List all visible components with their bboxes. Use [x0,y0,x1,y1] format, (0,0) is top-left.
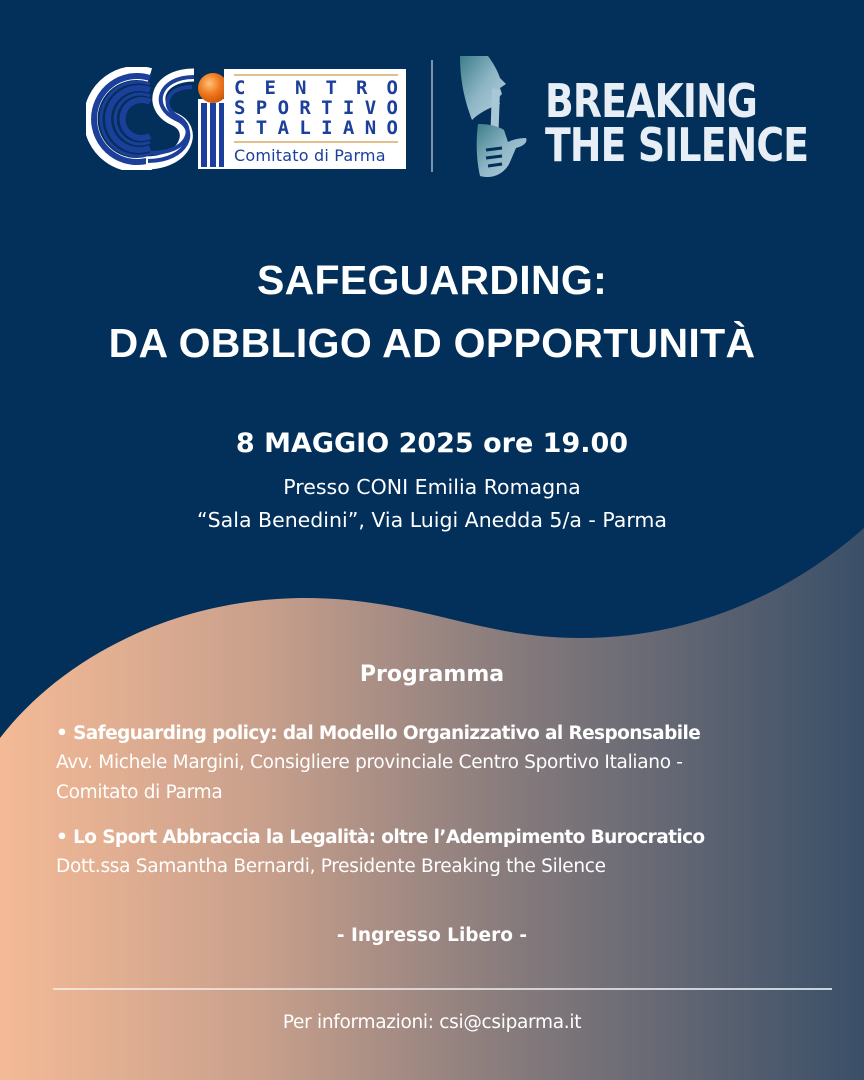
programma-item-speaker: Avv. Michele Margini, Consigliere provinciale Centro Sportivo Italiano - [56,752,683,773]
programma-item [56,720,846,808]
event-date-time: 8 MAGGIO 2025 ore 19.00 [235,428,629,459]
programma-item [56,824,846,882]
event-venue-line2: “Sala Benedini”, Via Luigi Anedda 5/a - Parma [197,508,667,532]
programma-item-speaker: Dott.ssa Samantha Bernardi, Presidente Breaking the Silence [56,856,606,877]
csi-line-sportivo: S P O R T I V O [234,97,398,119]
contact-info: Per informazioni: csi@csiparma.it [282,1012,582,1033]
csi-line-centro: C E N T R O [234,77,398,99]
breaking-the-silence-wordmark [545,74,809,172]
bts-line1: BREAKING [545,74,757,128]
footer-divider [53,988,832,990]
csi-line-italiano: I T A L I A N O [234,117,398,139]
programma-heading: Programma [359,662,505,687]
bts-line2: THE SILENCE [545,118,809,172]
hush-finger-on-lips-icon [458,54,534,182]
title-line2: DA OBBLIGO AD OPPORTUNITÀ [108,320,756,366]
programma-item-speaker-cont: Comitato di Parma [56,782,223,803]
csi-logo [86,67,406,170]
csi-emblem-icon [86,67,232,170]
title-line1: SAFEGUARDING: [256,257,608,303]
programma-item-title: • Safeguarding policy: dal Modello Organizzativo al Responsabile [56,723,701,744]
logo-divider [431,60,433,172]
csi-name-plate [224,69,406,169]
programma-item-title: • Lo Sport Abbraccia la Legalità: oltre l’Adempimento Burocratico [56,827,705,848]
csi-subtitle: Comitato di Parma [234,146,386,165]
event-venue-line1: Presso CONI Emilia Romagna [283,475,581,499]
entry-note: - Ingresso Libero - [336,925,528,946]
